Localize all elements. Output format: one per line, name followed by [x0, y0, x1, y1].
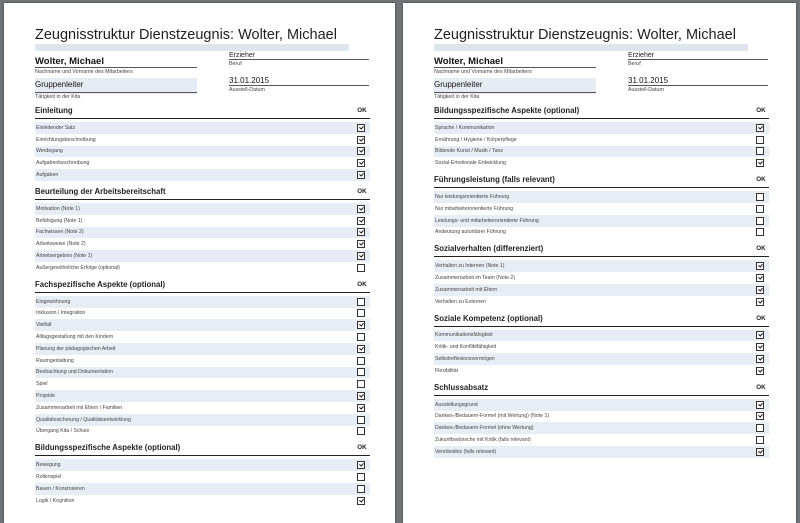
checklist-item-label: Zusammenarbeit im Team (Note 2) — [435, 275, 516, 282]
checkbox[interactable] — [357, 159, 365, 167]
checklist-item-label: Fachwissen (Note 2) — [36, 229, 84, 236]
checkbox[interactable] — [357, 497, 365, 505]
checklist-item-label: Bewegung — [36, 462, 61, 469]
section — [434, 380, 769, 461]
checklist-item-label: Logik / Kognition — [36, 497, 75, 504]
section-header — [434, 103, 769, 119]
checklist-item — [35, 495, 370, 507]
checkbox[interactable] — [756, 274, 764, 282]
employee-name: Wolter, Michael — [35, 56, 104, 67]
checklist-item — [35, 402, 370, 414]
section — [35, 277, 370, 441]
employee-name-field — [434, 56, 596, 75]
section-items — [434, 327, 769, 380]
checkbox[interactable] — [756, 193, 764, 201]
checklist-item-label: Sozial-Emotionale Entwicklung — [435, 160, 506, 167]
checklist-item-label: Vielfalt — [36, 322, 52, 329]
title-underline — [35, 44, 349, 51]
position-field — [35, 78, 197, 100]
checklist-item-label: Arbeitsergebnis (Note 1) — [36, 253, 93, 260]
job-field — [628, 52, 768, 67]
employee-header — [35, 51, 370, 111]
sections — [434, 103, 769, 461]
checklist-item — [35, 331, 370, 343]
checklist-item — [434, 134, 769, 146]
section-header — [434, 172, 769, 188]
checklist-item — [434, 203, 769, 215]
document-title: Zeugnisstruktur Dienstzeugnis: Wolter, Michael — [35, 27, 337, 43]
ok-column-label: OK — [357, 187, 367, 195]
checkbox[interactable] — [357, 147, 365, 155]
date-field — [229, 76, 369, 93]
checklist-item — [35, 319, 370, 331]
checklist-item-label: Kritik- und Konfliktfähigkeit — [435, 344, 497, 351]
checklist-item-label: Nur leistungsorientierte Führung — [435, 194, 510, 201]
checklist-item-label: Sprache / Kommunikation — [435, 124, 495, 131]
checklist-item — [35, 262, 370, 274]
section — [434, 311, 769, 380]
position-value: Gruppenleiter — [35, 80, 84, 89]
checkbox[interactable] — [357, 473, 365, 481]
job-value: Erzieher — [229, 52, 256, 59]
checklist-item — [434, 260, 769, 272]
checkbox[interactable] — [357, 298, 365, 306]
position-label: Tätigkeit in der Kita — [434, 94, 596, 100]
checklist-item-label: Spiel — [36, 381, 48, 388]
checklist-item — [35, 250, 370, 262]
section-header — [35, 184, 370, 200]
checkbox[interactable] — [357, 380, 365, 388]
section-items — [434, 257, 769, 310]
checklist-item-label: Bildende Kunst / Musik / Tanz — [435, 148, 503, 155]
checklist-item — [434, 422, 769, 434]
date-label: Ausstell-Datum — [628, 87, 664, 93]
checklist-item-label: Rollenspiel — [36, 474, 62, 481]
checklist-item — [35, 343, 370, 355]
checkbox[interactable] — [357, 461, 365, 469]
document-page-1 — [4, 3, 395, 523]
section-items — [35, 119, 370, 184]
job-label: Beruf — [628, 61, 641, 67]
sections — [35, 103, 370, 510]
checkbox[interactable] — [357, 124, 365, 132]
checkbox[interactable] — [357, 357, 365, 365]
section-title: Einleitung — [35, 106, 73, 115]
checklist-item — [35, 308, 370, 320]
checklist-item — [434, 157, 769, 169]
checklist-item-label: Verhalten zu Externen — [435, 298, 487, 305]
checkbox[interactable] — [357, 333, 365, 341]
checklist-item — [35, 146, 370, 158]
checklist-item-label: Eingewöhnung — [36, 298, 71, 305]
date-value: 31.01.2015 — [628, 76, 669, 85]
checklist-item-label: Inklusion / Integration — [36, 310, 86, 317]
document-page-2 — [403, 3, 796, 523]
checklist-item-label: Befähigung (Note 1) — [36, 217, 83, 224]
section-title: Bildungsspezifische Aspekte (optional) — [434, 106, 580, 115]
checklist-item-label: Kommunikationsfähigkeit — [435, 332, 493, 339]
checklist-item-label: Selbstreflexionsvermögen — [435, 356, 495, 363]
date-value: 31.01.2015 — [229, 76, 270, 85]
checkbox[interactable] — [357, 368, 365, 376]
checklist-item — [35, 296, 370, 308]
section-header — [35, 103, 370, 119]
checklist-item — [35, 238, 370, 250]
checklist-item — [434, 215, 769, 227]
checklist-item-label: Alltagsgestaltung mit den Kindern — [36, 334, 114, 341]
checklist-item — [35, 355, 370, 367]
position-field — [434, 78, 596, 100]
section-header — [434, 241, 769, 257]
checklist-item — [35, 367, 370, 379]
checklist-item-label: Aufgaben — [36, 172, 59, 179]
checkbox[interactable] — [756, 286, 764, 294]
section — [434, 241, 769, 310]
section-header — [35, 277, 370, 293]
checkbox[interactable] — [756, 159, 764, 167]
section — [434, 103, 769, 172]
section — [434, 172, 769, 241]
checkbox[interactable] — [357, 171, 365, 179]
date-field — [628, 76, 768, 93]
checkbox[interactable] — [357, 252, 365, 260]
checkbox[interactable] — [756, 343, 764, 351]
checklist-item-label: Werdegang — [36, 148, 63, 155]
employee-name-label: Nachname und Vorname des Mitarbeiters — [35, 69, 133, 75]
checklist-item-label: Projekte — [36, 393, 56, 400]
checklist-item — [434, 296, 769, 308]
checklist-item — [35, 426, 370, 438]
checkbox[interactable] — [357, 427, 365, 435]
checklist-item — [35, 414, 370, 426]
checkbox[interactable] — [357, 404, 365, 412]
checkbox[interactable] — [357, 309, 365, 317]
checkbox[interactable] — [357, 485, 365, 493]
checklist-item-label: Dankes-/Bedauern-Formel (mit Wertung) (Note 1) — [435, 413, 550, 420]
checklist-item-label: Leistungs- und mitarbeiterorientierte Führung — [435, 217, 539, 224]
employee-name-label: Nachname und Vorname des Mitarbeiters — [434, 69, 532, 75]
checklist-item — [434, 122, 769, 134]
date-label: Ausstell-Datum — [229, 87, 265, 93]
section-header — [434, 380, 769, 396]
checklist-item-label: Aufgabenbeschreibung — [36, 160, 90, 167]
checklist-item-label: Einrichtungsbeschreibung — [36, 136, 96, 143]
ok-column-label: OK — [756, 383, 766, 391]
checklist-item-label: Einleitender Satz — [36, 124, 76, 131]
checklist-item — [35, 122, 370, 134]
checkbox[interactable] — [357, 205, 365, 213]
section-title: Bildungsspezifische Aspekte (optional) — [35, 443, 181, 453]
checklist-item-label: Qualitätssicherung / Qualitätsentwicklung — [36, 416, 131, 423]
checklist-item-label: Verständnis (falls relevant) — [435, 448, 497, 455]
checklist-item-label: Flexibilität — [435, 367, 459, 374]
job-field — [229, 52, 369, 67]
checkbox[interactable] — [357, 392, 365, 400]
checkbox[interactable] — [756, 448, 764, 456]
ok-column-label: OK — [357, 280, 367, 288]
section-title: Sozialverhalten (differenziert) — [434, 244, 544, 254]
checklist-item-label: Beobachtung und Dokumentation — [36, 369, 114, 376]
checklist-item-label: Nur mitarbeiterorientierte Führung — [435, 205, 514, 212]
checkbox[interactable] — [357, 321, 365, 329]
checklist-item — [35, 378, 370, 390]
checkbox[interactable] — [756, 228, 764, 236]
checklist-item — [35, 157, 370, 169]
title-underline — [434, 44, 748, 51]
checklist-item — [35, 471, 370, 483]
checklist-item — [434, 399, 769, 411]
checklist-item — [434, 446, 769, 458]
checkbox[interactable] — [756, 367, 764, 375]
checklist-item-label: Planung der pädagogischen Arbeit — [36, 345, 116, 352]
job-label: Beruf — [229, 61, 242, 67]
section-title: Soziale Kompetenz (optional) — [434, 313, 543, 323]
checklist-item — [434, 146, 769, 158]
document-title: Zeugnisstruktur Dienstzeugnis: Wolter, Michael — [434, 27, 736, 43]
section-title: Führungsleistung (falls relevant) — [434, 175, 555, 185]
section-title: Schlussabsatz — [434, 382, 489, 392]
checkbox[interactable] — [357, 345, 365, 353]
checkbox[interactable] — [756, 136, 764, 144]
section — [35, 184, 370, 277]
checkbox[interactable] — [357, 240, 365, 248]
checklist-item — [434, 353, 769, 365]
checklist-item — [35, 227, 370, 239]
checklist-item — [434, 227, 769, 239]
ok-column-label: OK — [756, 107, 766, 114]
checkbox[interactable] — [756, 424, 764, 432]
checkbox[interactable] — [756, 147, 764, 155]
checklist-item-label: Raumgestaltung — [36, 357, 74, 364]
checklist-item-label: Dankes-/Bedauern-Formel (ohne Wertung) — [435, 425, 534, 432]
section-title: Fachspezifische Aspekte (optional) — [35, 279, 166, 289]
section-items — [35, 293, 370, 441]
section-header — [434, 311, 769, 327]
checkbox[interactable] — [357, 136, 365, 144]
checkbox[interactable] — [357, 264, 365, 272]
checklist-item-label: Arbeitsweise (Note 2) — [36, 241, 86, 248]
checklist-item — [434, 330, 769, 342]
ok-column-label: OK — [756, 314, 766, 322]
ok-column-label: OK — [756, 176, 766, 184]
checklist-item — [35, 215, 370, 227]
checkbox[interactable] — [756, 331, 764, 339]
checklist-item-label: Ausstellungsgrund — [435, 401, 478, 408]
checklist-item — [434, 272, 769, 284]
section-title: Beurteilung der Arbeitsbereitschaft — [35, 186, 166, 196]
checklist-item-label: Zukunftswünsche mit Kritik (falls relevant) — [435, 437, 531, 444]
checklist-item — [434, 341, 769, 353]
checkbox[interactable] — [756, 412, 764, 420]
ok-column-label: OK — [357, 107, 367, 114]
checklist-item-label: Verhalten zu Internen (Note 1) — [435, 263, 505, 270]
checklist-item — [434, 365, 769, 377]
checklist-item — [35, 169, 370, 181]
checkbox[interactable] — [756, 205, 764, 213]
checklist-item — [434, 411, 769, 423]
checklist-item-label: Übergang Kita / Schule — [36, 428, 90, 435]
checklist-item-label: Bauen / Konstruieren — [36, 485, 85, 492]
position-label: Tätigkeit in der Kita — [35, 94, 197, 100]
section-items — [434, 188, 769, 241]
position-value: Gruppenleiter — [434, 80, 483, 89]
checklist-item-label: Außergewöhnliche Erfolge (optional) — [36, 264, 120, 271]
checkbox[interactable] — [756, 436, 764, 444]
section — [35, 440, 370, 509]
checkbox[interactable] — [357, 228, 365, 236]
checklist-item — [35, 483, 370, 495]
section-items — [35, 456, 370, 509]
checklist-item — [434, 434, 769, 446]
section-items — [35, 200, 370, 277]
checkbox[interactable] — [756, 262, 764, 270]
job-value: Erzieher — [628, 52, 655, 59]
section-items — [434, 396, 769, 461]
ok-column-label: OK — [756, 245, 766, 253]
ok-column-label: OK — [357, 444, 367, 452]
checklist-item — [35, 459, 370, 471]
employee-header — [434, 51, 769, 111]
checkbox[interactable] — [357, 217, 365, 225]
checklist-item-label: Andeutung autoritärer Führung — [435, 229, 506, 236]
checklist-item-label: Zusammenarbeit mit Eltern / Familien — [36, 404, 123, 411]
checklist-item-label: Zusammenarbeit mit Eltern — [435, 286, 498, 293]
checkbox[interactable] — [756, 355, 764, 363]
checkbox[interactable] — [756, 401, 764, 409]
checkbox[interactable] — [756, 124, 764, 132]
section-items — [434, 119, 769, 172]
checkbox[interactable] — [756, 217, 764, 225]
checklist-item-label: Motivation (Note 1) — [36, 205, 80, 212]
employee-name: Wolter, Michael — [434, 56, 503, 67]
checklist-item — [35, 203, 370, 215]
checkbox[interactable] — [756, 298, 764, 306]
section-header — [35, 440, 370, 456]
checklist-item — [35, 134, 370, 146]
checklist-item-label: Ernährung / Hygiene / Körperpflege — [435, 136, 517, 143]
section — [35, 103, 370, 184]
checklist-item — [434, 284, 769, 296]
employee-name-field — [35, 56, 197, 75]
checkbox[interactable] — [357, 416, 365, 424]
checklist-item — [35, 390, 370, 402]
checklist-item — [434, 191, 769, 203]
